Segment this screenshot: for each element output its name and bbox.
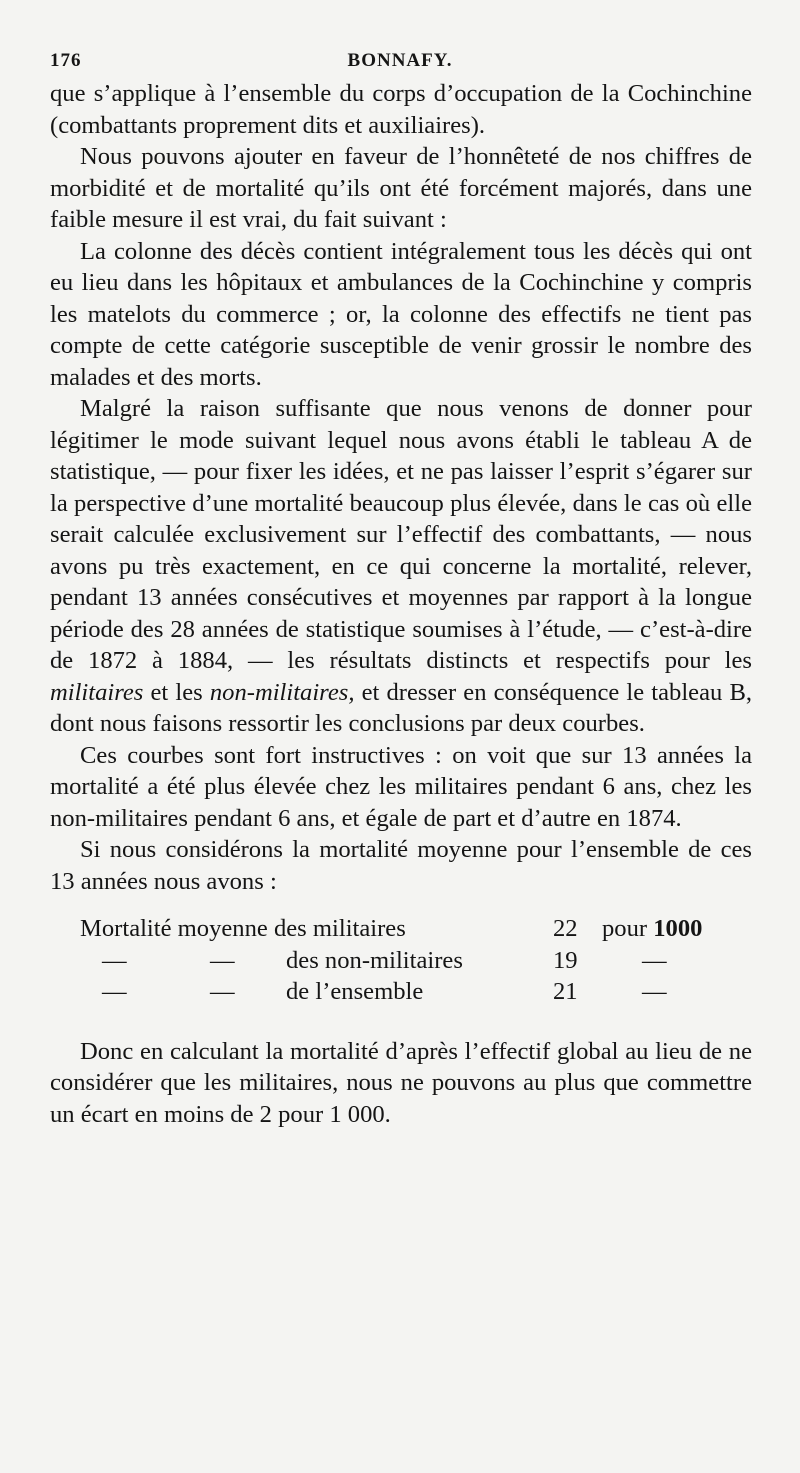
row-label: Mortalité moyenne des militaires: [80, 915, 406, 942]
row-label: des non-militaires: [286, 946, 463, 974]
ditto-dash: —: [210, 946, 235, 974]
para4-text-after: et dresser en conséquence le tableau B, dont nous faisons ressortir les conclusions par deux courbes.: [50, 678, 752, 737]
paragraph-average: Si nous considérons la mortalité moyenne pour l’ensemble de ces 13 années nous avons :: [50, 836, 752, 895]
mortality-row-militaires: [50, 913, 752, 945]
ditto-dash: —: [642, 946, 667, 974]
ditto-dash: —: [102, 946, 127, 974]
page-header: [50, 50, 750, 80]
paragraph-honesty: Nous pouvons ajouter en faveur de l’honnêteté de nos chiffres de morbidité et de mortalité qu’ils ont été forcément majorés, dans une faible mesure il est vrai, du fait suivant :: [50, 143, 752, 233]
row-value: 22: [553, 915, 578, 942]
running-head: BONNAFY.: [347, 50, 453, 71]
paragraph-curves: Ces courbes sont fort instructives : on voit que sur 13 années la mortalité a été plus élevée chez les militaires pendant 6 ans, chez les non-militaires pendant 6 ans, et égale de part et d’autre en 1874.: [50, 741, 752, 832]
unit-pour: pour: [602, 915, 648, 942]
page-body: [50, 78, 752, 1130]
ditto-dash: —: [642, 978, 667, 1005]
ditto-dash: —: [210, 978, 235, 1005]
para4-text-before: Malgré la raison suffisante que nous venons de donner pour légitimer le mode suivant lequel nous avons établi le tableau A de statistique, — pour fixer les idées, et ne pas laisser l’esprit s’égarer sur la perspective d’une mortalité beaucoup plus élevée, dans le cas où elle serait calculée exclusivement sur l’effectif des combattants, — nous avons pu très exactement, en ce qui concerne la mortalité, relever, pendant 13 années consécutives et moyennes par rapport à la longue période des 28 années de statistique soumises à l’étude, — c’est-à-dire de 1872 à 1884, — les résultats distincts et respectifs pour les: [50, 395, 752, 674]
italic-non-militaires: non-militaires,: [209, 678, 355, 706]
paragraph-continuation: que s’applique à l’ensemble du corps d’occupation de la Cochinchine (combattants proprement dits et auxiliaires).: [50, 80, 752, 139]
ditto-dash: —: [102, 978, 127, 1005]
row-unit: [602, 913, 702, 945]
paragraph-conclusion: Donc en calculant la mortalité d’après l’effectif global au lieu de ne considérer que les militaires, nous ne pouvons au plus que commettre un écart en moins de 2 pour 1 000.: [50, 1037, 752, 1128]
row-value: 21: [553, 978, 578, 1005]
row-value: 19: [553, 946, 578, 974]
row-label: de l’ensemble: [286, 978, 424, 1005]
mortality-table: [50, 913, 752, 1008]
italic-militaires: militaires: [50, 678, 144, 706]
paragraph-table-b: [50, 393, 752, 740]
paragraph-deaths-column: La colonne des décès contient intégralement tous les décès qui ont eu lieu dans les hôpitaux et ambulances de la Cochinchine y compris les matelots du commerce ; or, la colonne des effectifs ne tient pas compte de cette catégorie susceptible de venir grossir le nombre des malades et des morts.: [50, 237, 752, 391]
page-number: 176: [50, 50, 82, 71]
mortality-row-non-militaires: [50, 945, 752, 977]
unit-per: 1000: [653, 915, 703, 942]
mortality-row-ensemble: [50, 976, 752, 1008]
para4-text-middle: et les: [150, 678, 203, 706]
